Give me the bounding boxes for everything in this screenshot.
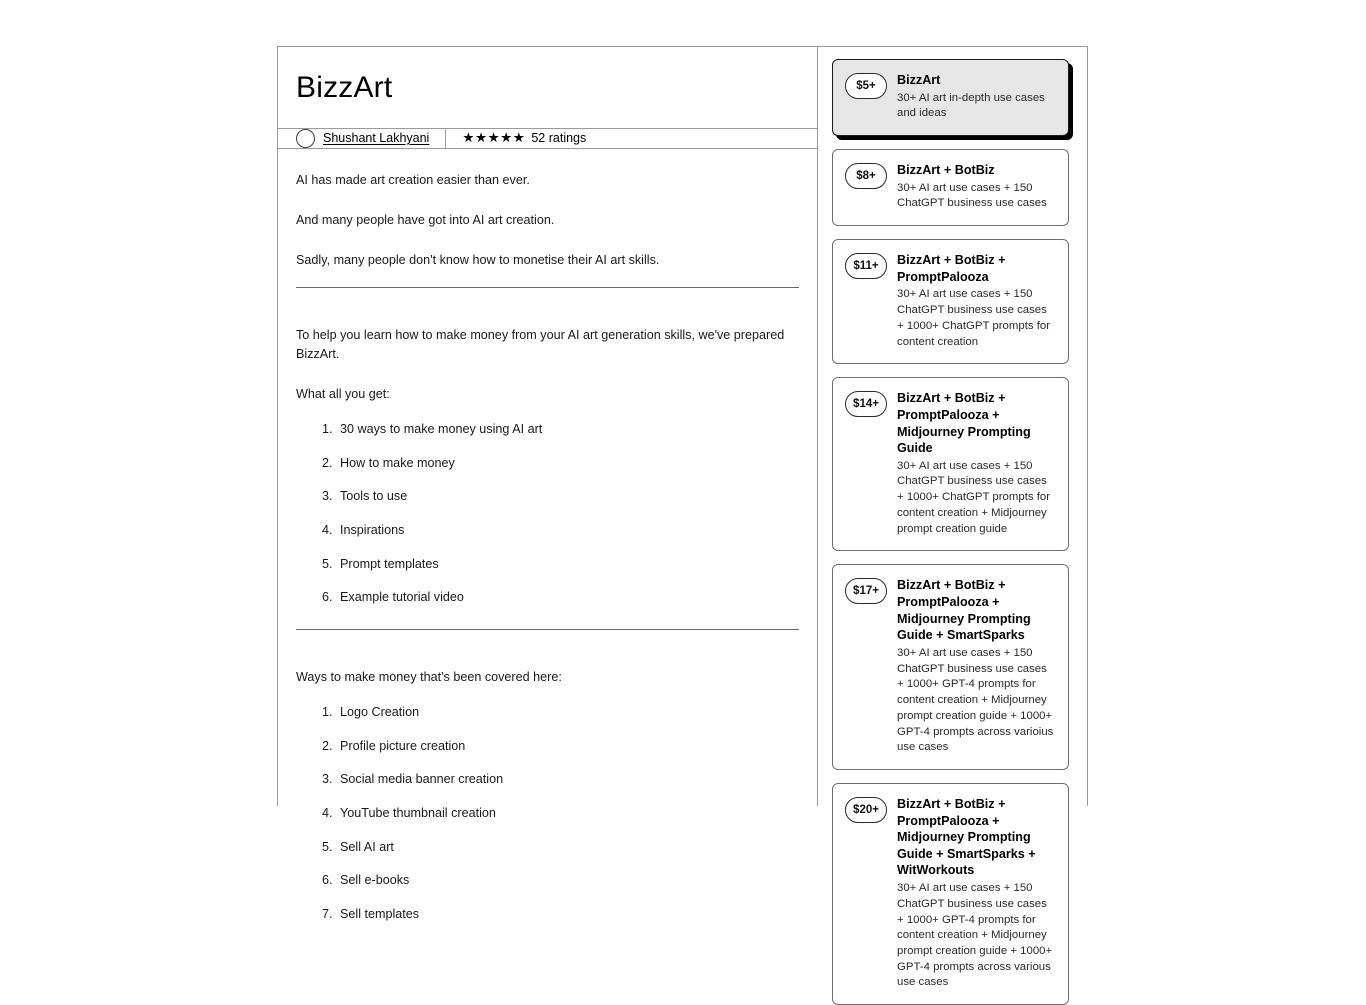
product-container: [277, 46, 1088, 989]
tier-price-badge: $17+: [845, 578, 887, 604]
tier-price-badge: $8+: [845, 163, 887, 189]
ways-to-make-money-heading: Ways to make money that's been covered here:: [296, 669, 562, 684]
list-item: 5. Prompt templates: [336, 556, 799, 574]
tier-description: 30+ AI art in-depth use cases and ideas: [897, 91, 1045, 120]
list-item: 1. Logo Creation: [336, 704, 799, 722]
ways-to-make-money-list: [296, 704, 799, 923]
what-you-get-heading: What all you get:: [296, 386, 390, 401]
tier-option-bizzart[interactable]: [832, 59, 1069, 136]
list-item: 5. Sell AI art: [336, 839, 799, 857]
tier-price-badge: $5+: [845, 73, 887, 99]
star-filled-icon: ★★★★★: [462, 130, 526, 146]
tier-text: [897, 72, 1056, 122]
list-item: 4. YouTube thumbnail creation: [336, 805, 799, 823]
pricing-tier-list: [818, 47, 1087, 989]
tier-description: 30+ AI art use cases + 150 ChatGPT business use cases + 1000+ GPT-4 prompts for content creation + Midjourney prompt creation guide + 1000+ GPT-4 prompts across various use cases: [897, 882, 1053, 989]
list-item: 2. Profile picture creation: [336, 738, 799, 756]
list-item: 3. Social media banner creation: [336, 771, 799, 789]
tier-price-badge: $14+: [845, 391, 887, 417]
avatar-circle-icon: [296, 129, 315, 148]
seller-name[interactable]: Shushant Lakhyani: [323, 131, 430, 145]
what-you-get-list: [296, 421, 799, 607]
tier-description: 30+ AI art use cases + 150 ChatGPT business use cases + 1000+ GPT-4 prompts for content creation + Midjourney prompt creation guide + 1000+ GPT-4 prompts across varioius use cases: [897, 646, 1054, 754]
rating-count-label: 52 ratings: [531, 131, 587, 145]
tier-description: 30+ AI art use cases + 150 ChatGPT business use cases + 1000+ ChatGPT prompts for content creation + Midjourney prompt creation guide: [897, 459, 1051, 535]
tier-price-badge: $20+: [845, 797, 887, 823]
tier-name: BizzArt + BotBiz + PromptPalooza: [897, 253, 1006, 284]
list-item: 3. Tools to use: [336, 488, 799, 506]
tier-description: 30+ AI art use cases + 150 ChatGPT business use cases: [897, 181, 1047, 210]
product-title-block: [278, 47, 817, 129]
tier-option-bizzart-midjourney[interactable]: [832, 377, 1069, 551]
tier-option-bizzart-smartsparks[interactable]: [832, 564, 1069, 770]
product-main-column: [278, 47, 818, 921]
list-item: 7. Sell templates: [336, 906, 799, 924]
tier-description: 30+ AI art use cases + 150 ChatGPT business use cases + 1000+ ChatGPT prompts for content creation: [897, 288, 1051, 348]
tier-text: [897, 577, 1056, 756]
tier-price-badge: $11+: [845, 253, 887, 279]
tier-option-bizzart-botbiz-promptpalooza[interactable]: [832, 239, 1069, 364]
list-item: 2. How to make money: [336, 455, 799, 473]
seller-link[interactable]: [278, 129, 446, 148]
description-pitch: To help you learn how to make money from your AI art generation skills, we've prepared BizzArt.: [296, 328, 785, 361]
tier-text: [897, 390, 1056, 537]
tier-name: BizzArt + BotBiz + PromptPalooza + Midjourney Prompting Guide + SmartSparks + WitWorkouts: [897, 797, 1036, 878]
tier-name: BizzArt: [897, 73, 941, 87]
tier-name: BizzArt + BotBiz + PromptPalooza + Midjourney Prompting Guide: [897, 391, 1031, 456]
list-item: 1. 30 ways to make money using AI art: [336, 421, 799, 439]
tier-text: [897, 796, 1056, 991]
rating-block[interactable]: [446, 129, 602, 148]
list-item: 6. Sell e-books: [336, 872, 799, 890]
description-paragraph: Sadly, many people don't know how to monetise their AI art skills.: [296, 253, 660, 267]
tier-option-bizzart-botbiz[interactable]: [832, 149, 1069, 226]
page-title: BizzArt: [296, 71, 393, 104]
product-description: [278, 149, 817, 946]
list-item: 6. Example tutorial video: [336, 589, 799, 607]
tier-text: [897, 162, 1056, 212]
tier-name: BizzArt + BotBiz + PromptPalooza + Midjourney Prompting Guide + SmartSparks: [897, 578, 1031, 643]
product-meta-row: [278, 129, 817, 149]
list-item: 4. Inspirations: [336, 522, 799, 540]
section-divider: [296, 629, 799, 630]
description-paragraph: And many people have got into AI art creation.: [296, 212, 555, 227]
tier-option-bizzart-witworkouts[interactable]: [832, 783, 1069, 1005]
section-divider: [296, 287, 799, 288]
tier-text: [897, 252, 1056, 350]
tier-name: BizzArt + BotBiz: [897, 163, 995, 178]
description-paragraph: AI has made art creation easier than ever.: [296, 172, 530, 187]
